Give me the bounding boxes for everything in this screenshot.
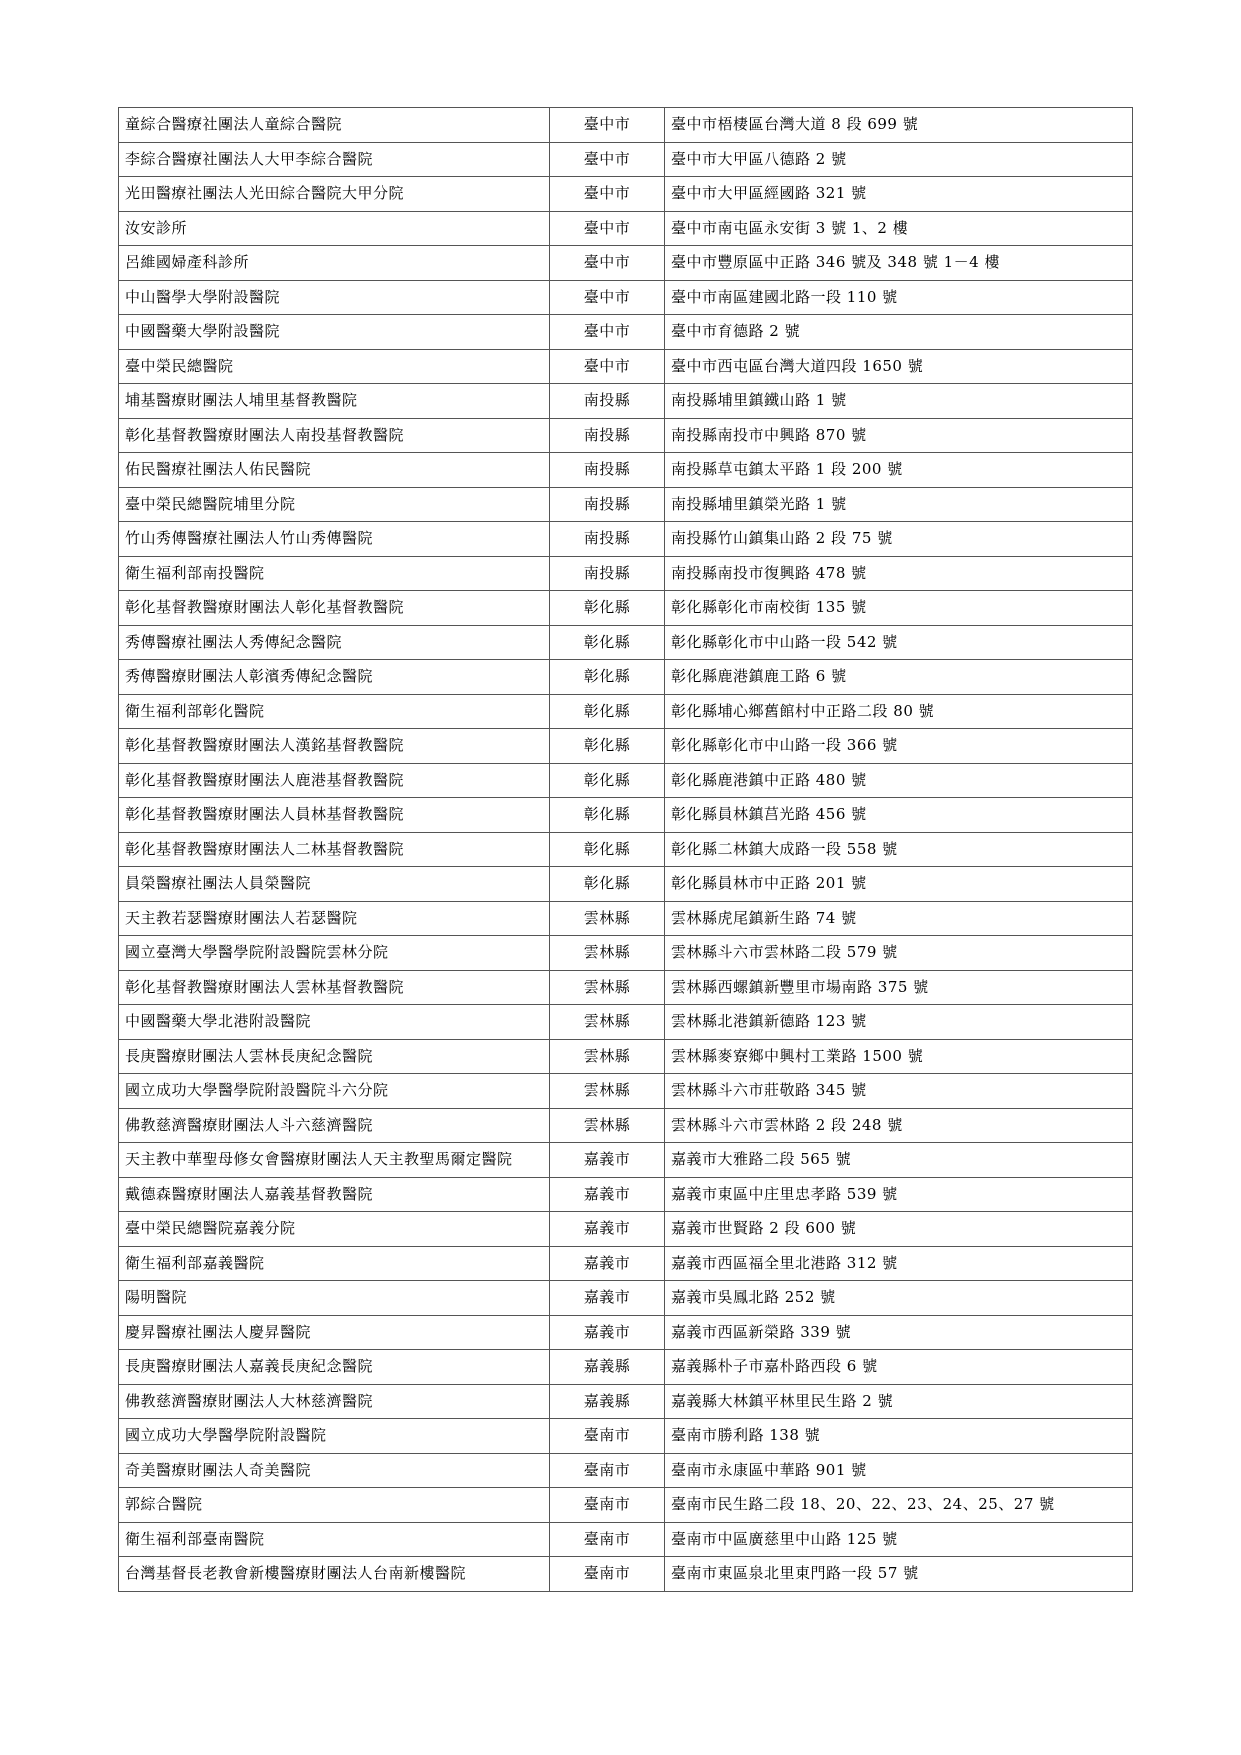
- table-row: [119, 867, 1133, 902]
- table-row: [119, 384, 1133, 419]
- hospital-name-cell: 中國醫藥大學附設醫院: [119, 315, 550, 350]
- hospital-name-cell: 國立成功大學醫學院附設醫院: [119, 1419, 550, 1454]
- address-cell: 臺南市勝利路 138 號: [665, 1419, 1133, 1454]
- address-cell: 臺中市南區建國北路一段 110 號: [665, 280, 1133, 315]
- address-cell: 雲林縣斗六市雲林路 2 段 248 號: [665, 1108, 1133, 1143]
- address-cell: 嘉義市世賢路 2 段 600 號: [665, 1212, 1133, 1247]
- table-row: [119, 556, 1133, 591]
- address-cell: 嘉義市東區中庄里忠孝路 539 號: [665, 1177, 1133, 1212]
- table-row: [119, 901, 1133, 936]
- county-cell: 雲林縣: [550, 1005, 665, 1040]
- county-cell: 南投縣: [550, 453, 665, 488]
- hospital-name-cell: 台灣基督長老教會新樓醫療財團法人台南新樓醫院: [119, 1557, 550, 1592]
- table-row: [119, 1108, 1133, 1143]
- table-row: [119, 142, 1133, 177]
- county-cell: 嘉義市: [550, 1246, 665, 1281]
- hospital-name-cell: 汝安診所: [119, 211, 550, 246]
- address-cell: 臺中市西屯區台灣大道四段 1650 號: [665, 349, 1133, 384]
- table-row: [119, 418, 1133, 453]
- address-cell: 彰化縣彰化市南校街 135 號: [665, 591, 1133, 626]
- table-row: [119, 1143, 1133, 1178]
- hospital-name-cell: 國立臺灣大學醫學院附設醫院雲林分院: [119, 936, 550, 971]
- address-cell: 臺南市東區泉北里東門路一段 57 號: [665, 1557, 1133, 1592]
- hospital-name-cell: 彰化基督教醫療財團法人二林基督教醫院: [119, 832, 550, 867]
- hospital-name-cell: 衛生福利部臺南醫院: [119, 1522, 550, 1557]
- county-cell: 臺南市: [550, 1557, 665, 1592]
- address-cell: 雲林縣虎尾鎮新生路 74 號: [665, 901, 1133, 936]
- table-row: [119, 280, 1133, 315]
- hospital-name-cell: 彰化基督教醫療財團法人南投基督教醫院: [119, 418, 550, 453]
- table-row: [119, 177, 1133, 212]
- table-row: [119, 1177, 1133, 1212]
- hospital-name-cell: 彰化基督教醫療財團法人鹿港基督教醫院: [119, 763, 550, 798]
- address-cell: 臺中市大甲區經國路 321 號: [665, 177, 1133, 212]
- county-cell: 雲林縣: [550, 936, 665, 971]
- hospital-table-body: [119, 108, 1133, 1592]
- hospital-name-cell: 彰化基督教醫療財團法人漢銘基督教醫院: [119, 729, 550, 764]
- table-row: [119, 1246, 1133, 1281]
- address-cell: 嘉義縣朴子市嘉朴路西段 6 號: [665, 1350, 1133, 1385]
- table-row: [119, 1039, 1133, 1074]
- hospital-name-cell: 呂維國婦產科診所: [119, 246, 550, 281]
- county-cell: 彰化縣: [550, 625, 665, 660]
- county-cell: 彰化縣: [550, 832, 665, 867]
- table-row: [119, 1212, 1133, 1247]
- hospital-name-cell: 衛生福利部彰化醫院: [119, 694, 550, 729]
- hospital-name-cell: 彰化基督教醫療財團法人員林基督教醫院: [119, 798, 550, 833]
- table-row: [119, 763, 1133, 798]
- county-cell: 彰化縣: [550, 660, 665, 695]
- hospital-name-cell: 臺中榮民總醫院: [119, 349, 550, 384]
- county-cell: 臺南市: [550, 1453, 665, 1488]
- table-row: [119, 1453, 1133, 1488]
- hospital-name-cell: 中山醫學大學附設醫院: [119, 280, 550, 315]
- hospital-name-cell: 秀傳醫療財團法人彰濱秀傳紀念醫院: [119, 660, 550, 695]
- address-cell: 南投縣南投市中興路 870 號: [665, 418, 1133, 453]
- county-cell: 嘉義市: [550, 1281, 665, 1316]
- table-row: [119, 660, 1133, 695]
- table-row: [119, 798, 1133, 833]
- county-cell: 嘉義市: [550, 1177, 665, 1212]
- hospital-name-cell: 員榮醫療社團法人員榮醫院: [119, 867, 550, 902]
- county-cell: 雲林縣: [550, 1039, 665, 1074]
- hospital-name-cell: 彰化基督教醫療財團法人雲林基督教醫院: [119, 970, 550, 1005]
- address-cell: 臺中市育德路 2 號: [665, 315, 1133, 350]
- hospital-name-cell: 秀傳醫療社團法人秀傳紀念醫院: [119, 625, 550, 660]
- county-cell: 臺中市: [550, 177, 665, 212]
- address-cell: 臺南市中區廣慈里中山路 125 號: [665, 1522, 1133, 1557]
- hospital-name-cell: 佑民醫療社團法人佑民醫院: [119, 453, 550, 488]
- county-cell: 雲林縣: [550, 970, 665, 1005]
- address-cell: 彰化縣鹿港鎮鹿工路 6 號: [665, 660, 1133, 695]
- hospital-name-cell: 臺中榮民總醫院嘉義分院: [119, 1212, 550, 1247]
- address-cell: 彰化縣鹿港鎮中正路 480 號: [665, 763, 1133, 798]
- county-cell: 嘉義市: [550, 1212, 665, 1247]
- table-row: [119, 349, 1133, 384]
- hospital-name-cell: 陽明醫院: [119, 1281, 550, 1316]
- table-row: [119, 694, 1133, 729]
- hospital-name-cell: 奇美醫療財團法人奇美醫院: [119, 1453, 550, 1488]
- table-row: [119, 729, 1133, 764]
- county-cell: 彰化縣: [550, 798, 665, 833]
- table-row: [119, 522, 1133, 557]
- county-cell: 嘉義縣: [550, 1384, 665, 1419]
- address-cell: 彰化縣彰化市中山路一段 542 號: [665, 625, 1133, 660]
- hospital-name-cell: 衛生福利部南投醫院: [119, 556, 550, 591]
- hospital-name-cell: 慶昇醫療社團法人慶昇醫院: [119, 1315, 550, 1350]
- address-cell: 臺中市梧棲區台灣大道 8 段 699 號: [665, 108, 1133, 143]
- hospital-name-cell: 郭綜合醫院: [119, 1488, 550, 1523]
- table-row: [119, 1557, 1133, 1592]
- table-row: [119, 1350, 1133, 1385]
- table-row: [119, 1005, 1133, 1040]
- county-cell: 臺中市: [550, 211, 665, 246]
- table-row: [119, 970, 1133, 1005]
- address-cell: 彰化縣埔心鄉舊館村中正路二段 80 號: [665, 694, 1133, 729]
- address-cell: 嘉義市西區新榮路 339 號: [665, 1315, 1133, 1350]
- county-cell: 南投縣: [550, 384, 665, 419]
- address-cell: 雲林縣斗六市莊敬路 345 號: [665, 1074, 1133, 1109]
- address-cell: 彰化縣二林鎮大成路一段 558 號: [665, 832, 1133, 867]
- table-row: [119, 625, 1133, 660]
- hospital-name-cell: 長庚醫療財團法人雲林長庚紀念醫院: [119, 1039, 550, 1074]
- address-cell: 彰化縣彰化市中山路一段 366 號: [665, 729, 1133, 764]
- table-row: [119, 1522, 1133, 1557]
- county-cell: 雲林縣: [550, 1074, 665, 1109]
- county-cell: 彰化縣: [550, 729, 665, 764]
- table-row: [119, 108, 1133, 143]
- address-cell: 臺中市南屯區永安街 3 號 1、2 樓: [665, 211, 1133, 246]
- county-cell: 雲林縣: [550, 901, 665, 936]
- county-cell: 臺中市: [550, 315, 665, 350]
- hospital-name-cell: 臺中榮民總醫院埔里分院: [119, 487, 550, 522]
- address-cell: 嘉義市大雅路二段 565 號: [665, 1143, 1133, 1178]
- address-cell: 彰化縣員林市中正路 201 號: [665, 867, 1133, 902]
- hospital-name-cell: 彰化基督教醫療財團法人彰化基督教醫院: [119, 591, 550, 626]
- county-cell: 彰化縣: [550, 867, 665, 902]
- county-cell: 臺南市: [550, 1488, 665, 1523]
- address-cell: 臺南市永康區中華路 901 號: [665, 1453, 1133, 1488]
- table-row: [119, 1419, 1133, 1454]
- address-cell: 彰化縣員林鎮莒光路 456 號: [665, 798, 1133, 833]
- county-cell: 南投縣: [550, 522, 665, 557]
- table-row: [119, 1315, 1133, 1350]
- hospital-name-cell: 天主教若瑟醫療財團法人若瑟醫院: [119, 901, 550, 936]
- hospital-name-cell: 衛生福利部嘉義醫院: [119, 1246, 550, 1281]
- table-row: [119, 832, 1133, 867]
- address-cell: 南投縣竹山鎮集山路 2 段 75 號: [665, 522, 1133, 557]
- address-cell: 南投縣南投市復興路 478 號: [665, 556, 1133, 591]
- county-cell: 彰化縣: [550, 763, 665, 798]
- address-cell: 臺中市大甲區八德路 2 號: [665, 142, 1133, 177]
- address-cell: 雲林縣麥寮鄉中興村工業路 1500 號: [665, 1039, 1133, 1074]
- hospital-name-cell: 佛教慈濟醫療財團法人大林慈濟醫院: [119, 1384, 550, 1419]
- table-row: [119, 1488, 1133, 1523]
- hospital-name-cell: 竹山秀傳醫療社團法人竹山秀傳醫院: [119, 522, 550, 557]
- county-cell: 嘉義市: [550, 1315, 665, 1350]
- county-cell: 南投縣: [550, 487, 665, 522]
- table-row: [119, 487, 1133, 522]
- county-cell: 嘉義市: [550, 1143, 665, 1178]
- address-cell: 雲林縣西螺鎮新豐里市場南路 375 號: [665, 970, 1133, 1005]
- address-cell: 嘉義縣大林鎮平林里民生路 2 號: [665, 1384, 1133, 1419]
- county-cell: 臺中市: [550, 280, 665, 315]
- address-cell: 南投縣埔里鎮榮光路 1 號: [665, 487, 1133, 522]
- hospital-name-cell: 佛教慈濟醫療財團法人斗六慈濟醫院: [119, 1108, 550, 1143]
- table-row: [119, 315, 1133, 350]
- table-row: [119, 591, 1133, 626]
- address-cell: 雲林縣斗六市雲林路二段 579 號: [665, 936, 1133, 971]
- hospital-name-cell: 長庚醫療財團法人嘉義長庚紀念醫院: [119, 1350, 550, 1385]
- county-cell: 臺中市: [550, 246, 665, 281]
- hospital-name-cell: 童綜合醫療社團法人童綜合醫院: [119, 108, 550, 143]
- table-row: [119, 211, 1133, 246]
- county-cell: 臺中市: [550, 142, 665, 177]
- county-cell: 南投縣: [550, 418, 665, 453]
- hospital-table: [118, 107, 1133, 1592]
- hospital-name-cell: 光田醫療社團法人光田綜合醫院大甲分院: [119, 177, 550, 212]
- hospital-name-cell: 戴德森醫療財團法人嘉義基督教醫院: [119, 1177, 550, 1212]
- table-row: [119, 1281, 1133, 1316]
- county-cell: 臺南市: [550, 1522, 665, 1557]
- address-cell: 臺中市豐原區中正路 346 號及 348 號 1－4 樓: [665, 246, 1133, 281]
- address-cell: 南投縣埔里鎮鐵山路 1 號: [665, 384, 1133, 419]
- address-cell: 南投縣草屯鎮太平路 1 段 200 號: [665, 453, 1133, 488]
- county-cell: 彰化縣: [550, 694, 665, 729]
- county-cell: 臺中市: [550, 349, 665, 384]
- hospital-name-cell: 中國醫藥大學北港附設醫院: [119, 1005, 550, 1040]
- hospital-name-cell: 天主教中華聖母修女會醫療財團法人天主教聖馬爾定醫院: [119, 1143, 550, 1178]
- county-cell: 雲林縣: [550, 1108, 665, 1143]
- county-cell: 臺南市: [550, 1419, 665, 1454]
- address-cell: 臺南市民生路二段 18、20、22、23、24、25、27 號: [665, 1488, 1133, 1523]
- table-row: [119, 453, 1133, 488]
- table-row: [119, 1384, 1133, 1419]
- county-cell: 嘉義縣: [550, 1350, 665, 1385]
- table-row: [119, 246, 1133, 281]
- table-row: [119, 1074, 1133, 1109]
- county-cell: 南投縣: [550, 556, 665, 591]
- county-cell: 彰化縣: [550, 591, 665, 626]
- address-cell: 雲林縣北港鎮新德路 123 號: [665, 1005, 1133, 1040]
- county-cell: 臺中市: [550, 108, 665, 143]
- hospital-name-cell: 國立成功大學醫學院附設醫院斗六分院: [119, 1074, 550, 1109]
- address-cell: 嘉義市西區福全里北港路 312 號: [665, 1246, 1133, 1281]
- address-cell: 嘉義市吳鳳北路 252 號: [665, 1281, 1133, 1316]
- hospital-name-cell: 李綜合醫療社團法人大甲李綜合醫院: [119, 142, 550, 177]
- hospital-name-cell: 埔基醫療財團法人埔里基督教醫院: [119, 384, 550, 419]
- table-row: [119, 936, 1133, 971]
